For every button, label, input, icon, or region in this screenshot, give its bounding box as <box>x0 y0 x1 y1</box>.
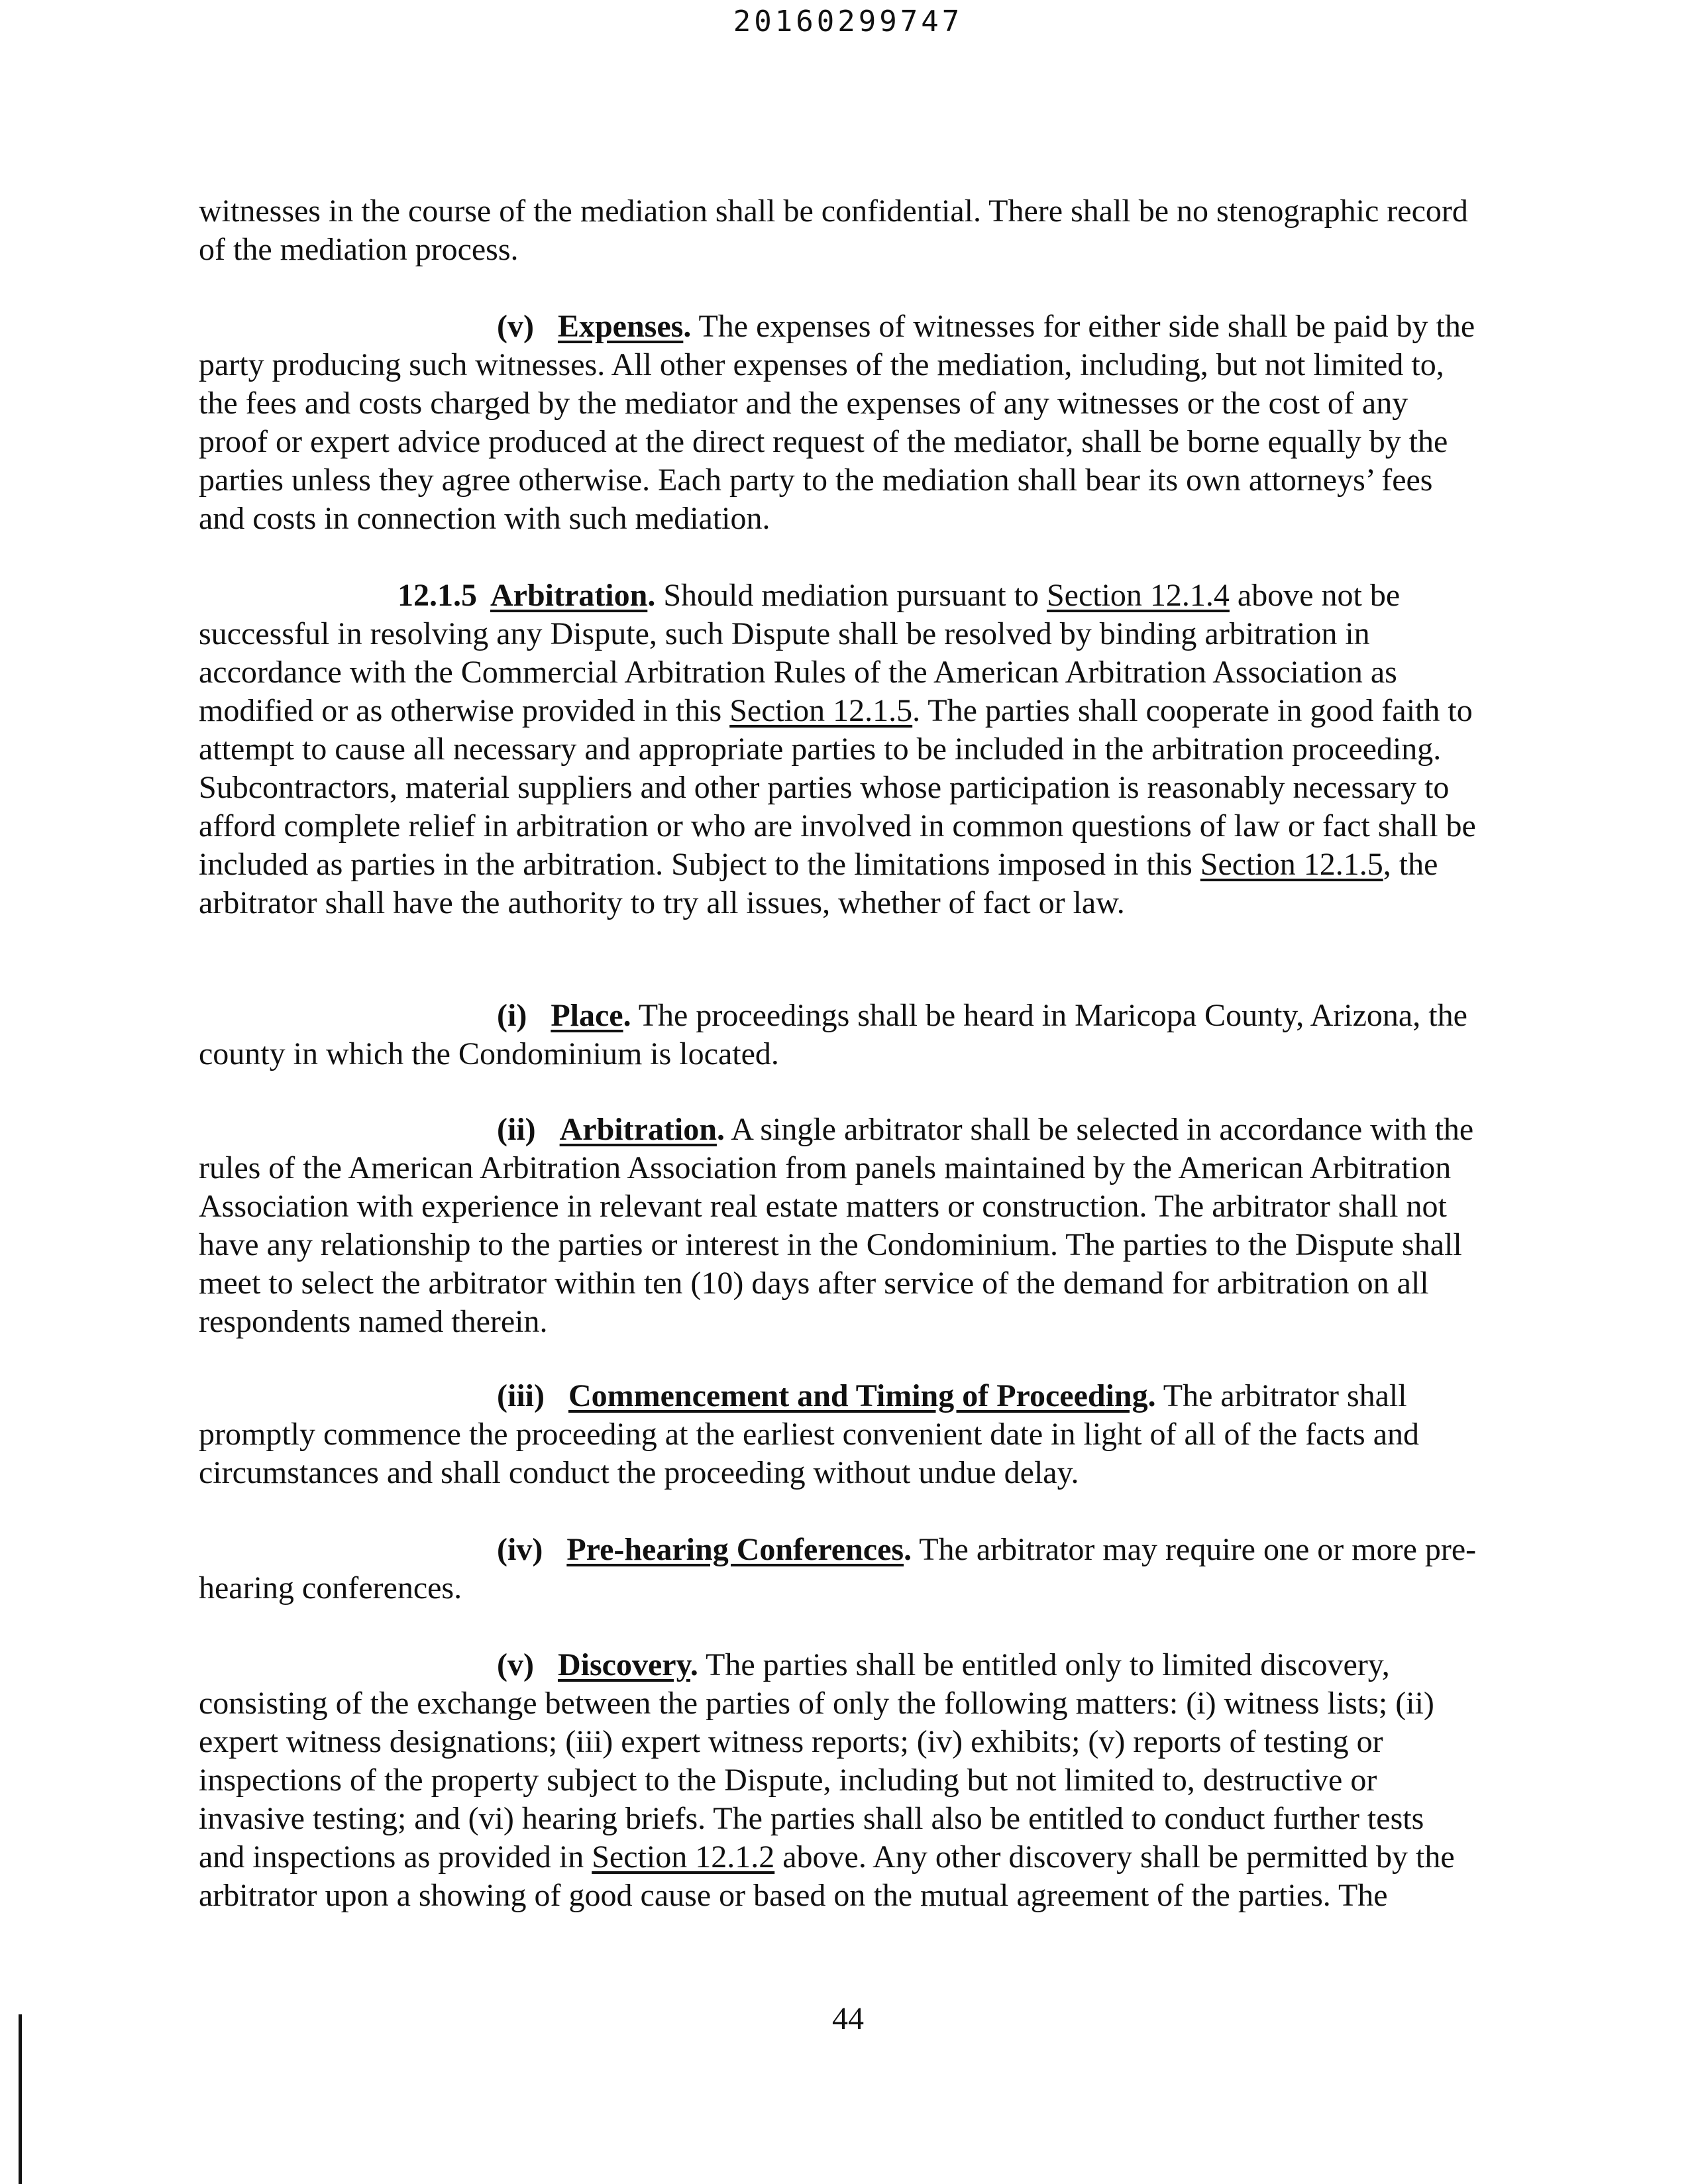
subsection-title: Commencement and Timing of Proceeding <box>568 1378 1148 1413</box>
subsection-number: (iv) <box>497 1532 543 1567</box>
subsection-number: (v) <box>497 309 534 344</box>
paragraph-text: above not be successful in resolving any Dispute, such Dispute shall be resolved by binding arbitration in accordance with the Commercial Arbitration Rules of the American Arbitration Association as modified or as otherwise provided in this <box>199 578 1401 728</box>
paragraph-text: A single arbitrator shall be selected in accordance with the rules of the American Arbitration Association from panels maintained by the American Arbitration Association with experience in relevant real estate matters or construction. The arbitrator shall not have any relationship to the parties or interest in the Condominium. The parties to the Dispute shall meet to select the arbitrator within ten (10) days after service of the demand for arbitration on all respondents named therein. <box>199 1112 1474 1339</box>
subsection-number: (i) <box>497 998 527 1033</box>
title-period: . <box>683 309 692 344</box>
subsection-title: Discovery <box>557 1647 690 1682</box>
section-number: 12.1.5 <box>398 578 477 613</box>
subsection-number: (iii) <box>497 1378 545 1413</box>
paragraph-text: The arbitrator may require one or more pre-hearing conferences. <box>199 1532 1477 1606</box>
paragraph-arbitrator-selection <box>199 1111 1477 1341</box>
paragraph-section-12-1-5-arbitration <box>199 576 1477 922</box>
paragraph-text: The arbitrator shall promptly commence the proceeding at the earliest convenient date in light of all of the facts and circumstances and shall conduct the proceeding without undue delay. <box>199 1378 1419 1490</box>
title-period: . <box>716 1112 725 1147</box>
paragraph-pre-hearing-conferences <box>199 1531 1477 1608</box>
section-reference: Section 12.1.2 <box>592 1839 775 1875</box>
paragraph-text: above. Any other discovery shall be permitted by the arbitrator upon a showing of good cause or based on the mutual agreement of the parties. The <box>199 1839 1455 1913</box>
paragraph-commencement-timing <box>199 1377 1477 1492</box>
section-reference: Section 12.1.5 <box>1200 847 1383 882</box>
subsection-title: Place <box>551 998 623 1033</box>
paragraph-text: The parties shall be entitled only to limited discovery, consisting of the exchange between the parties of only the following matters: (i) witness lists; (ii) expert witness designations; (iii) expert witness reports; (iv) exhibits; (v) reports of testing or inspections of the property subject to the Dispute, including but not limited to, destructive or invasive testing; and (vi) hearing briefs. The parties shall also be entitled to conduct further tests and inspections as provided in <box>199 1647 1434 1875</box>
paragraph-text: The proceedings shall be heard in Maricopa County, Arizona, the county in which the Condominium is located. <box>199 998 1467 1071</box>
subsection-number: (ii) <box>497 1112 536 1147</box>
title-period: . <box>904 1532 912 1567</box>
subsection-title: Expenses <box>557 309 684 344</box>
paragraph-text: . The parties shall cooperate in good faith to attempt to cause all necessary and appropriate parties to be included in the arbitration proceeding. Subcontractors, material suppliers and other parties whose participation is reasonably necessary to afford complete relief in arbitration or who are involved in common questions of law or fact shall be included as parties in the arbitration. Subject to the limitations imposed in this <box>199 693 1476 882</box>
section-reference: Section 12.1.5 <box>729 693 913 728</box>
paragraph-text: witnesses in the course of the mediation shall be confidential. There shall be no stenographic record of the mediation process. <box>199 193 1468 267</box>
paragraph-text: , the arbitrator shall have the authority to try all issues, whether of fact or law. <box>199 847 1438 920</box>
section-reference: Section 12.1.4 <box>1046 578 1230 613</box>
paragraph-mediation-confidentiality <box>199 192 1477 269</box>
paragraph-text: Should mediation pursuant to <box>655 578 1047 613</box>
scan-margin-line <box>19 2014 22 2184</box>
title-period: . <box>647 578 656 613</box>
title-period: . <box>623 998 631 1033</box>
title-period: . <box>690 1647 698 1682</box>
document-number: 20160299747 <box>733 5 963 38</box>
title-period: . <box>1147 1378 1156 1413</box>
subsection-title: Arbitration <box>559 1112 717 1147</box>
paragraph-discovery <box>199 1646 1477 1915</box>
page-number: 44 <box>832 2001 864 2036</box>
subsection-number: (v) <box>497 1647 534 1682</box>
subsection-title: Pre-hearing Conferences <box>566 1532 904 1567</box>
paragraph-text: The expenses of witnesses for either side shall be paid by the party producing such witnesses. All other expenses of the mediation, including, but not limited to, the fees and costs charged by the mediator and the expenses of any witnesses or the cost of any proof or expert advice produced at the direct request of the mediator, shall be borne equally by the parties unless they agree otherwise. Each party to the mediation shall bear its own attorneys’ fees and costs in connection with such mediation. <box>199 309 1475 536</box>
paragraph-place <box>199 997 1477 1073</box>
section-title: Arbitration <box>490 578 648 613</box>
paragraph-mediation-expenses <box>199 307 1477 538</box>
